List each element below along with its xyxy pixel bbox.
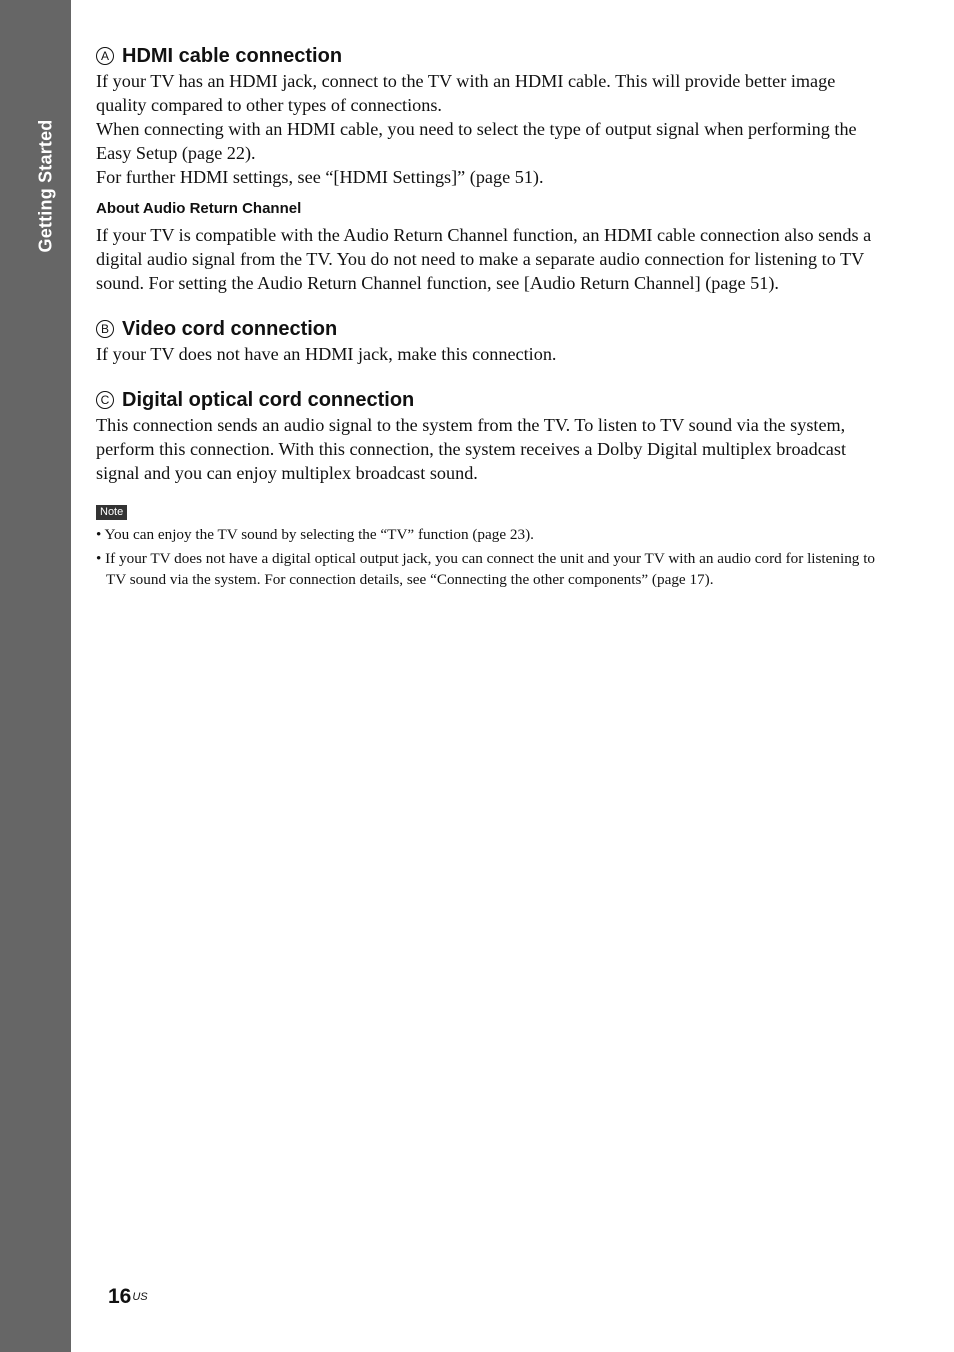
paragraph: If your TV is compatible with the Audio Return Channel function, an HDMI cable connection also sends a digital audio signal from the TV. You do not need to make a separate audio connection for listening to TV sound. For setting the Audio Return Channel function, see [Audio Return Channel] (page 51).: [96, 225, 872, 293]
page-number-value: 16: [108, 1285, 132, 1308]
note-list: [96, 524, 886, 590]
section-title: Digital optical cord connection: [122, 389, 415, 411]
note-block: [96, 485, 886, 590]
paragraph: This connection sends an audio signal to the system from the TV. To listen to TV sound via the system, perform this connection. With this connection, the system receives a Dolby Digital multiplex broadcast signal and you can enjoy multiplex broadcast sound.: [96, 415, 846, 483]
main-content: [96, 43, 886, 593]
section-heading: [96, 43, 886, 69]
page-number-suffix: US: [132, 1291, 148, 1303]
section-video: [96, 316, 886, 366]
section-title: Video cord connection: [122, 318, 338, 340]
marker-c-icon: C: [96, 391, 114, 409]
paragraph: When connecting with an HDMI cable, you need to select the type of output signal when performing the Easy Setup (page 22).: [96, 119, 857, 163]
side-tab-label: Getting Started: [35, 119, 56, 253]
page-number: [108, 1284, 148, 1310]
note-badge: Note: [96, 505, 127, 520]
marker-b-icon: B: [96, 320, 114, 338]
section-heading: [96, 387, 886, 413]
note-item: • If your TV does not have a digital optical output jack, you can connect the unit and your TV with an audio cord for listening to TV sound via the system. For connection details, see “Connecting the other components” (page 17).: [96, 550, 876, 588]
paragraph: For further HDMI settings, see “[HDMI Settings]” (page 51).: [96, 167, 544, 187]
note-item: • You can enjoy the TV sound by selecting the “TV” function (page 23).: [96, 526, 534, 543]
section-heading: [96, 316, 886, 342]
side-tab-bar: [0, 0, 71, 1352]
subheading: About Audio Return Channel: [96, 200, 302, 217]
paragraph: If your TV does not have an HDMI jack, make this connection.: [96, 344, 557, 364]
marker-a-icon: A: [96, 47, 114, 65]
section-title: HDMI cable connection: [122, 45, 343, 67]
section-optical: [96, 387, 886, 485]
section-hdmi: [96, 43, 886, 295]
paragraph: If your TV has an HDMI jack, connect to the TV with an HDMI cable. This will provide better image quality compared to other types of connections.: [96, 71, 836, 115]
